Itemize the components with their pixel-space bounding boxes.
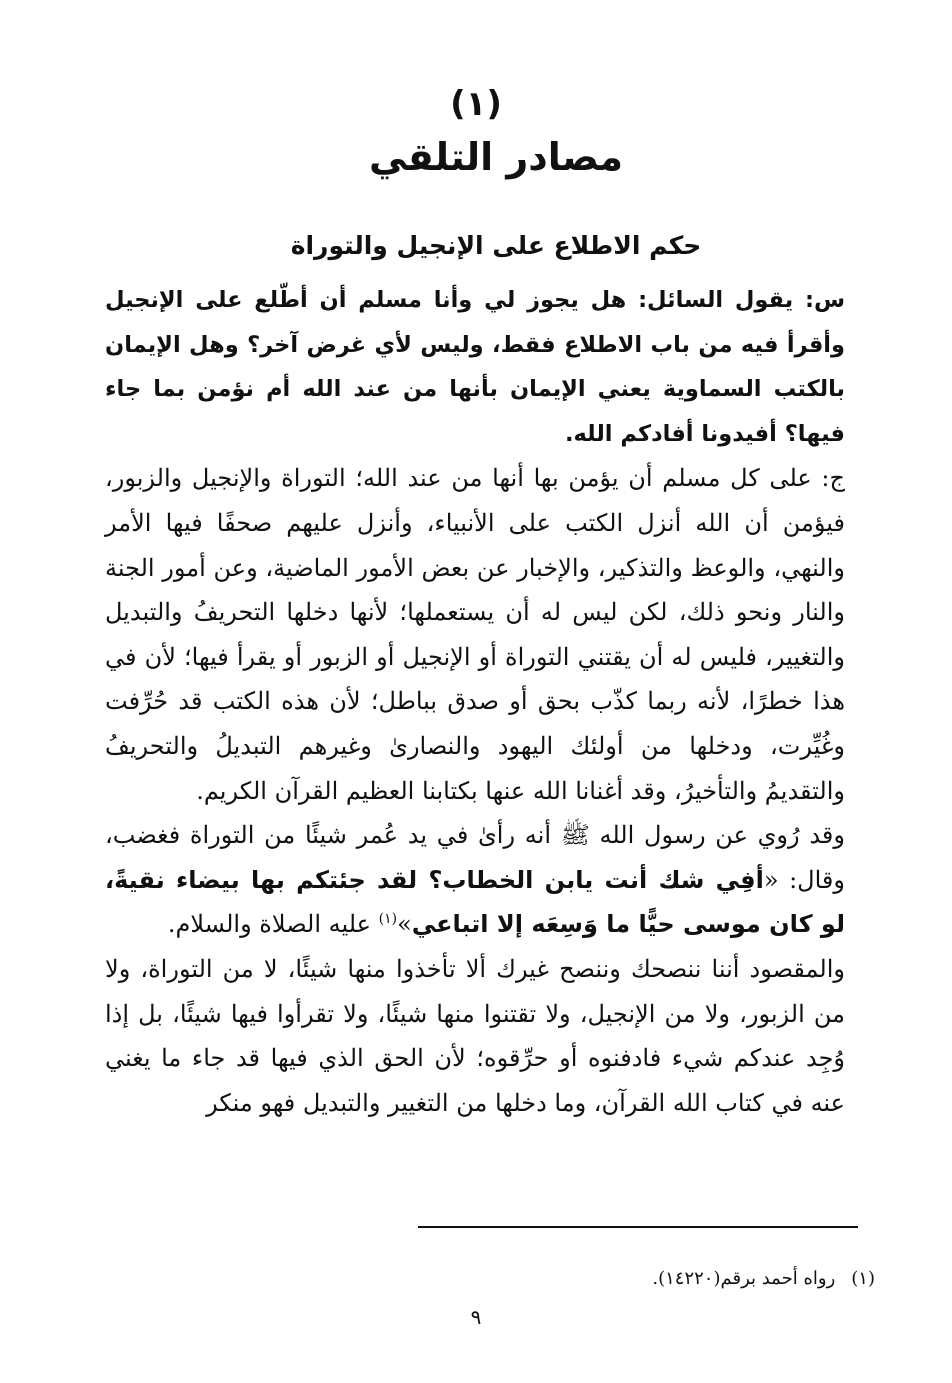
answer-paragraph-2 <box>105 813 875 947</box>
footnote-number: (١) <box>851 1268 875 1289</box>
footnote-divider <box>418 1226 858 1228</box>
question-tail: أفيدونا أفادكم الله. <box>564 420 777 447</box>
hadith-intro: وقد رُوي عن رسول الله ﷺ أنه رأىٰ في يد عُمر شيئًا من التوراة فغضب، وقال: « <box>105 821 845 894</box>
page-number: ٩ <box>470 1305 482 1329</box>
question-text: س: يقول السائل: هل يجوز لي وأنا مسلم أن أطّلع على الإنجيل وأقرأ فيه من باب الاطلاع فقط، وليس لأي غرض آخر؟ وهل الإيمان بالكتب السماوية يعني الإيمان بأنها من عند الله أم نؤمن بما جاء فيها؟ <box>105 287 845 447</box>
answer-paragraph-1: ج: على كل مسلم أن يؤمن بها أنها من عند الله؛ التوراة والإنجيل والزبور، فيؤمن أن الله أنزل الكتب على الأنبياء، وأنزل عليهم صحفًا فيها الأمر والنهي، والوعظ والتذكير، والإخبار عن بعض الأمور الماضية، وعن أمور الجنة والنار ونحو ذلك، لكن ليس له أن يستعملها؛ لأنها دخلها التحريفُ والتبديل والتغيير، فليس له أن يقتني التوراة أو الإنجيل أو الزبور أو يقرأ فيها؛ لأن في هذا خطرًا، لأنه ربما كذّب بحق أو صدق بباطل؛ لأن هذه الكتب قد حُرِّفت وغُيِّرت، ودخلها من أولئك اليهود والنصارىٰ وغيرهم التبديلُ والتحريفُ والتقديمُ والتأخيرُ، وقد أغنانا الله عنها بكتابنا العظيم القرآن الكريم. <box>105 464 846 805</box>
hadith-close: » <box>397 910 412 939</box>
hadith-tail: عليه الصلاة والسلام. <box>167 910 379 939</box>
footnote <box>105 1264 875 1294</box>
chapter-title: مصادر التلقي <box>369 135 623 179</box>
hadith-quote: أفِي شك أنت يابن الخطاب؟ لقد جئتكم بها بيضاء نقيةً، لو كان موسى حيًّا ما وَسِعَه إلا اتباعي <box>105 865 845 939</box>
footnote-reference[interactable]: (١) <box>378 911 398 928</box>
chapter-number: (١) <box>450 84 502 124</box>
footnote-text: رواه أحمد برقم(١٤٢٢٠). <box>652 1268 836 1289</box>
section-title: حكم الاطلاع على الإنجيل والتوراة <box>290 231 702 260</box>
question-paragraph <box>105 278 875 456</box>
body-text <box>105 278 875 1125</box>
answer-paragraph-3: والمقصود أننا ننصحك وننصح غيرك ألا تأخذوا منها شيئًا، لا من التوراة، ولا من الزبور، ولا من الإنجيل، ولا تقتنوا منها شيئًا، ولا تقرأوا فيها شيئًا، بل إذا وُجِد عندكم شيء فادفنوه أو حرِّقوه؛ لأن الحق الذي فيها قد جاء ما يغني عنه في كتاب الله القرآن، وما دخلها من التغيير والتبديل فهو منكر <box>105 954 845 1117</box>
